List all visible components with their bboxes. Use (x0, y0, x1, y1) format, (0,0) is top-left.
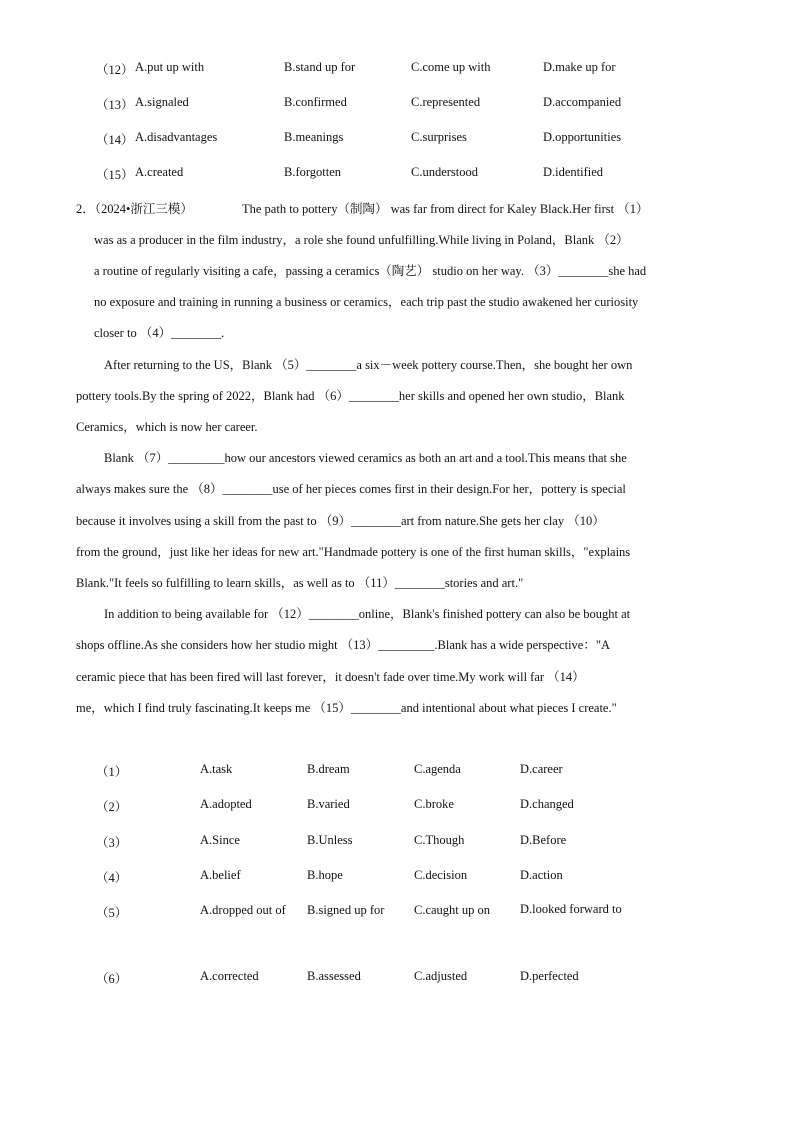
passage-line: ceramic piece that has been fired will last forever，it doesn't fade over time.My work will far （14） (76, 670, 585, 684)
option-num: （3） (96, 836, 128, 850)
option-num: （15） (96, 168, 134, 182)
passage-line: In addition to being available for （12）________online，Blank's finished pottery can also be bought at (104, 607, 631, 621)
passage-line: pottery tools.By the spring of 2022，Blank had （6）________her skills and opened her own studio，Blank (76, 389, 625, 403)
option-num: （6） (96, 972, 128, 986)
passage-line: Blank."It feels so fulfilling to learn skills，as well as to （11）________stories and art." (76, 576, 524, 590)
question-header: 2．（2024•浙江三模） (76, 202, 193, 216)
passage-line: a routine of regularly visiting a cafe，passing a ceramics（陶艺） studio on her way. （3）________she had (94, 264, 647, 278)
option-c: C.broke (414, 797, 454, 811)
option-d: D.opportunities (543, 130, 622, 144)
passage-line: The path to pottery（制陶） was far from direct for Kaley Black.Her first （1） (242, 202, 649, 216)
option-b: B.confirmed (284, 95, 347, 109)
option-d: D.looked forward to (520, 902, 622, 916)
option-a: A.task (200, 762, 233, 776)
option-c: C.decision (414, 868, 468, 882)
passage-line: always makes sure the （8）________use of her pieces comes first in their design.For her，pottery is special (76, 482, 626, 496)
option-b: B.Unless (307, 833, 353, 847)
passage-line: Blank （7）_________how our ancestors viewed ceramics as both an art and a tool.This means that she (104, 451, 627, 465)
option-num: （2） (96, 800, 128, 814)
option-c: C.adjusted (414, 969, 468, 983)
option-a: A.created (135, 165, 184, 179)
option-b: B.varied (307, 797, 350, 811)
option-a: A.dropped out of (200, 903, 286, 917)
passage-line: closer to （4）________. (94, 326, 225, 340)
option-a: A.corrected (200, 969, 259, 983)
option-num: （14） (96, 133, 134, 147)
passage-line: no exposure and training in running a business or ceramics，each trip past the studio awakened her curiosity (94, 295, 639, 309)
option-d: D.action (520, 868, 563, 882)
option-num: （12） (96, 63, 134, 77)
option-b: B.dream (307, 762, 350, 776)
option-c: C.come up with (411, 60, 491, 74)
option-c: C.understood (411, 165, 479, 179)
option-b: B.hope (307, 868, 343, 882)
option-a: A.put up with (135, 60, 205, 74)
option-d: D.career (520, 762, 563, 776)
option-a: A.belief (200, 868, 241, 882)
option-d: D.Before (520, 833, 567, 847)
option-b: B.forgotten (284, 165, 342, 179)
option-a: A.Since (200, 833, 240, 847)
passage-line: Ceramics，which is now her career. (76, 420, 258, 434)
option-b: B.stand up for (284, 60, 356, 74)
option-a: A.disadvantages (135, 130, 218, 144)
option-c: C.represented (411, 95, 481, 109)
option-c: C.Though (414, 833, 465, 847)
passage-line: After returning to the US，Blank （5）________a six－week pottery course.Then，she bought her own (104, 358, 633, 372)
option-c: C.caught up on (414, 903, 491, 917)
passage-line: me，which I find truly fascinating.It keeps me （15）________and intentional about what pieces I create." (76, 701, 617, 715)
option-num: （4） (96, 871, 128, 885)
passage-line: because it involves using a skill from the past to （9）________art from nature.She gets her clay （10） (76, 514, 605, 528)
option-d: D.accompanied (543, 95, 622, 109)
passage-line: shops offline.As she considers how her studio might （13）_________.Blank has a wide perspective："A (76, 638, 610, 652)
option-b: B.signed up for (307, 903, 385, 917)
passage-line: from the ground，just like her ideas for new art."Handmade pottery is one of the first human skills，"explains (76, 545, 631, 559)
option-d: D.identified (543, 165, 604, 179)
option-num: （1） (96, 765, 128, 779)
option-d: D.changed (520, 797, 574, 811)
option-a: A.adopted (200, 797, 252, 811)
option-num: （5） (96, 906, 128, 920)
option-b: B.meanings (284, 130, 344, 144)
option-num: （13） (96, 98, 134, 112)
option-b: B.assessed (307, 969, 361, 983)
option-d: D.perfected (520, 969, 579, 983)
option-a: A.signaled (135, 95, 189, 109)
option-c: C.surprises (411, 130, 467, 144)
option-c: C.agenda (414, 762, 461, 776)
option-d: D.make up for (543, 60, 616, 74)
passage-line: was as a producer in the film industry，a role she found unfulfilling.While living in Poland，Blank （2） (94, 233, 629, 247)
